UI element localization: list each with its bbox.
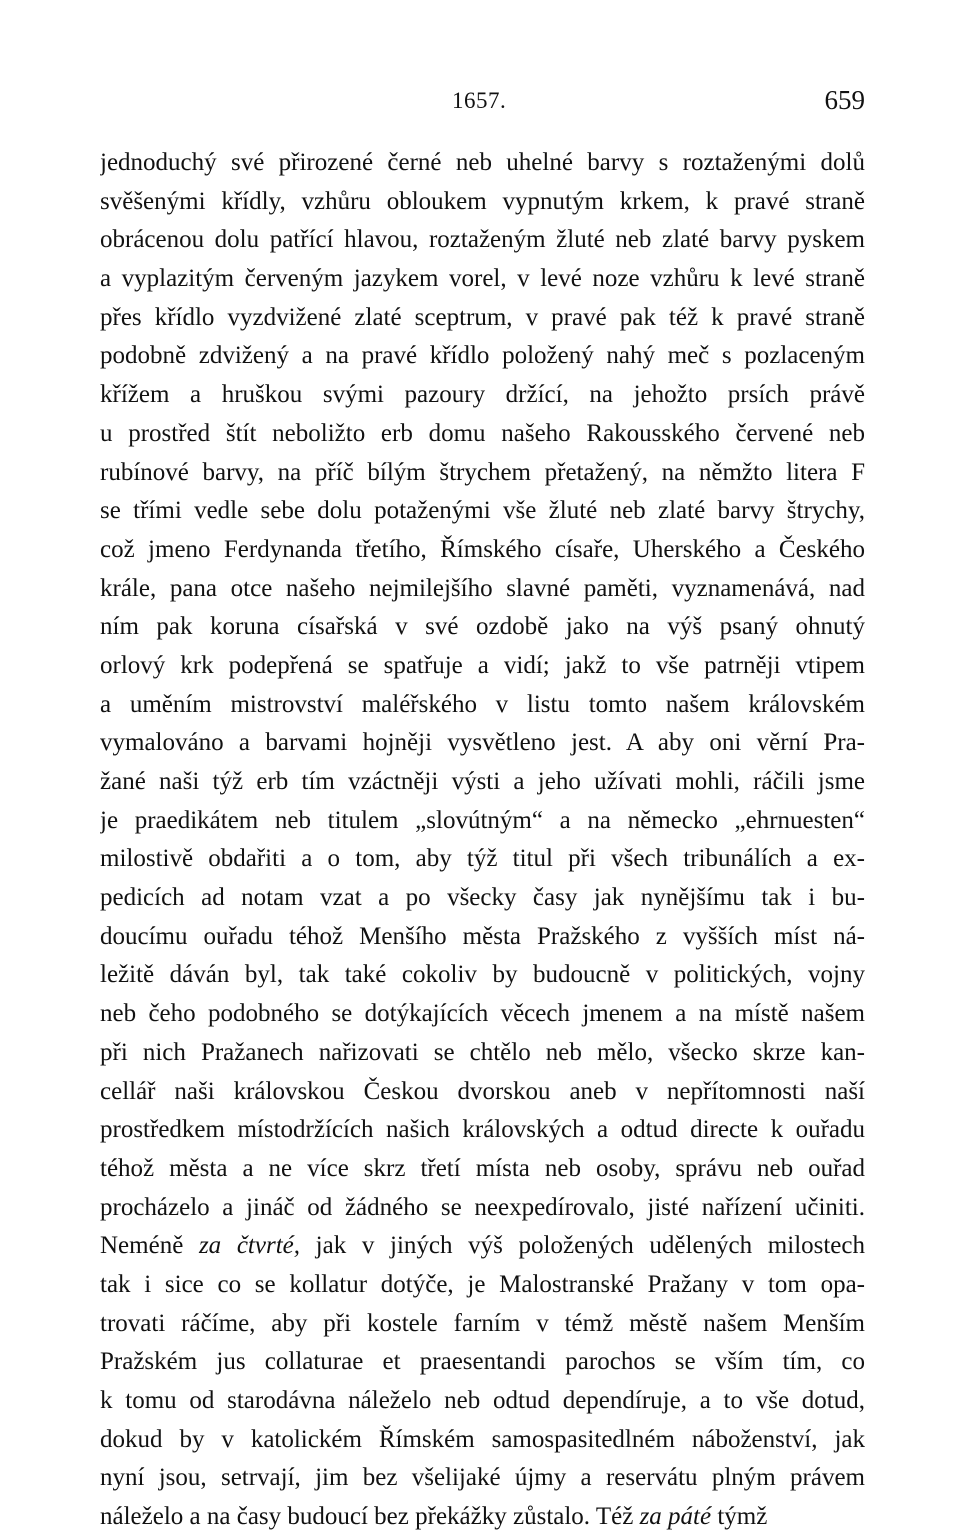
- text-line: prostředkem místodržících našich královských a odtud directe k ouřadu: [100, 1116, 865, 1144]
- text-line: krále, pana otce našeho nejmilejšího slavné paměti, vyznamenává, nad: [100, 574, 865, 602]
- text-line: trovati ráčíme, aby při kostele farním v témž městě našem Menším: [100, 1309, 865, 1337]
- text-line: se třími vedle sebe dolu potaženými vše žluté neb zlaté barvy štrychy,: [100, 497, 865, 525]
- text-line: dokud by v katolickém Římském samospasitedlném náboženství, jak: [100, 1425, 865, 1453]
- italic-phrase: za páté: [639, 1503, 712, 1531]
- text-segment: Neméně: [100, 1232, 199, 1260]
- text-line: svěšenými křídly, vzhůru obloukem vypnutým krkem, k pravé straně: [100, 187, 865, 215]
- text-line: nyní jsou, setrvají, jim bez všelijaké újmy a reservátu plným právem: [100, 1464, 865, 1492]
- text-line: ležitě dáván byl, tak také cokoliv by budoucně v politických, vojny: [100, 961, 865, 989]
- text-line: rubínové barvy, na příč bílým štrychem přetažený, na němžto litera F: [100, 458, 865, 486]
- text-line: [100, 1227, 865, 1266]
- text-line: jednoduchý své přirozené černé neb uhelné barvy s roztaženými dolů: [100, 149, 865, 176]
- text-line: neb čeho podobného se dotýkajících věcech jmenem a na místě našem: [100, 1000, 865, 1028]
- text-line: k tomu od starodávna náleželo neb odtud dependíruje, a to vše dotud,: [100, 1387, 865, 1414]
- text-line: orlový krk podepřená se spatřuje a vidí; jakž to vše patrněji vtipem: [100, 651, 865, 679]
- text-line: ním pak koruna císařská v své ozdobě jako na výš psaný ohnutý: [100, 613, 865, 641]
- text-line: křížem a hruškou svými pazoury držící, na jehožto prsích právě: [100, 381, 865, 409]
- text-line: žané naši týž erb tím vzáctněji výsti a jeho užívati mohli, ráčili jsme: [100, 768, 865, 795]
- text-segment: náleželo a na časy budoucí bez překážky zůstalo. Též: [100, 1503, 640, 1531]
- text-line: procházelo a jináč od žádného se neexpedírovalo, jisté nařízení učiniti.: [100, 1193, 865, 1221]
- text-segment: týmž: [711, 1503, 768, 1531]
- text-line: doucímu ouřadu téhož Menšího města Pražského z vyšších míst ná-: [100, 922, 865, 950]
- header-year: 1657.: [452, 88, 507, 113]
- body-text: [100, 144, 865, 1537]
- text-line: a uměním mistrovství maléřského v listu tomto našem královském: [100, 690, 865, 718]
- text-line: cellář naši královskou Českou dvorskou aneb v nepřítomnosti naší: [100, 1077, 865, 1105]
- text-line: Pražském jus collaturae et praesentandi parochos se vším tím, co: [100, 1348, 865, 1376]
- text-line: tak i sice co se kollatur dotýče, je Malostranské Pražany v tom opa-: [100, 1270, 865, 1298]
- text-segment: jak v jiných výš položených udělených milostech: [300, 1232, 865, 1260]
- text-line: [100, 1498, 865, 1537]
- text-line: což jmeno Ferdynanda třetího, Římského císaře, Uherského a Českého: [100, 535, 865, 563]
- text-line: a vyplazitým červeným jazykem vorel, v levé noze vzhůru k levé straně: [100, 265, 865, 293]
- text-line: milostivě obdařiti a o tom, aby týž titul při všech tribunálích a ex-: [100, 845, 865, 873]
- text-line: obrácenou dolu patřící hlavou, roztaženým žluté neb zlaté barvy pyskem: [100, 226, 865, 254]
- italic-phrase: za čtvrté,: [198, 1232, 300, 1260]
- text-line: téhož města a ne více skrz třetí místa neb osoby, správu neb ouřad: [100, 1154, 865, 1182]
- text-line: pedicích ad notam vzat a po všecky časy jak nynějšímu tak i bu-: [100, 884, 865, 912]
- text-line: při nich Pražanech nařizovati se chtělo neb mělo, všecko skrze kan-: [100, 1038, 865, 1066]
- text-line: přes křídlo vyzdvižené zlaté sceptrum, v pravé pak též k pravé straně: [100, 303, 865, 331]
- text-line: podobně zdvižený a na pravé křídlo položený nahý meč s pozlaceným: [100, 342, 865, 370]
- text-line: vymalováno a barvami hojněji vysvětleno jest. A aby oni věrní Pra-: [100, 729, 865, 757]
- running-header: [100, 85, 865, 118]
- text-line: u prostřed štít neboližto erb domu našeho Rakousského červené neb: [100, 419, 865, 447]
- page-number: 659: [824, 85, 865, 115]
- text-line: je praedikátem neb titulem „slovútným“ a na německo „ehrnuesten“: [100, 806, 865, 834]
